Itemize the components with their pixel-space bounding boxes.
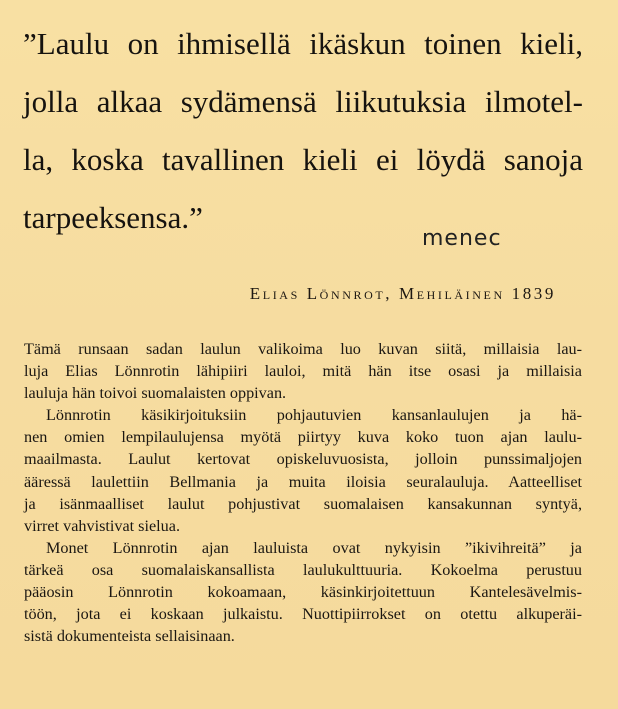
paragraph-line: virret vahvistivat sielua.	[24, 516, 180, 535]
quote-attribution: Elias Lönnrot, Mehiläinen 1839	[249, 284, 556, 303]
paragraph-line: Lönnrotin käsikirjoituksiin pohjautuvien kansanlaulujen ja hä-	[46, 406, 582, 425]
paragraph-line: pääosin Lönnrotin kokoamaan, käsinkirjoitettuun Kantelesävelmis-	[24, 583, 582, 602]
body-text	[24, 338, 582, 647]
paragraph-line: ja isänmaalliset laulut pohjustivat suomalaisen kansakunnan syntyä,	[24, 494, 582, 513]
quote-line: la, koska tavallinen kieli ei löydä sanoja	[23, 142, 583, 177]
paragraph-line: Tämä runsaan sadan laulun valikoima luo kuvan siitä, millaisia lau-	[24, 340, 582, 358]
paragraph-line: lauluja hän toivoi suomalaisten oppivan.	[24, 384, 287, 403]
quote-line: jolla alkaa sydämensä liikutuksia ilmotel-	[23, 84, 583, 119]
paragraph-line: tärkeä osa suomalaiskansallista laulukulttuuria. Kokoelma perustuu	[24, 560, 582, 579]
paragraph-line: maailmasta. Laulut kertovat opiskeluvuosista, jolloin punssimaljojen	[24, 450, 582, 469]
paragraph-line: sistä dokumenteista sellaisinaan.	[24, 627, 235, 646]
epigraph-quote	[23, 15, 583, 247]
quote-line: ”Laulu on ihmisellä ikäskun toinen kieli,	[23, 26, 583, 61]
paragraph-line: ääressä laulettiin Bellmania ja muita iloisia seuralauluja. Aatteelliset	[24, 472, 582, 491]
handwritten-note: menec	[422, 226, 502, 251]
paragraph-line: Monet Lönnrotin ajan lauluista ovat nykyisin ”ikivihreitä” ja	[46, 538, 582, 557]
paragraph-line: töön, jota ei koskaan julkaistu. Nuottipiirrokset on otettu alkuperäi-	[24, 605, 582, 624]
quote-line: tarpeeksensa.”	[23, 200, 203, 235]
paragraph-line: luja Elias Lönnrotin lähipiiri lauloi, mitä hän itse osasi ja millaisia	[24, 362, 582, 381]
paragraph-line: nen omien lempilaulujensa myötä piirtyy kuva koko tuon ajan laulu-	[24, 428, 582, 447]
